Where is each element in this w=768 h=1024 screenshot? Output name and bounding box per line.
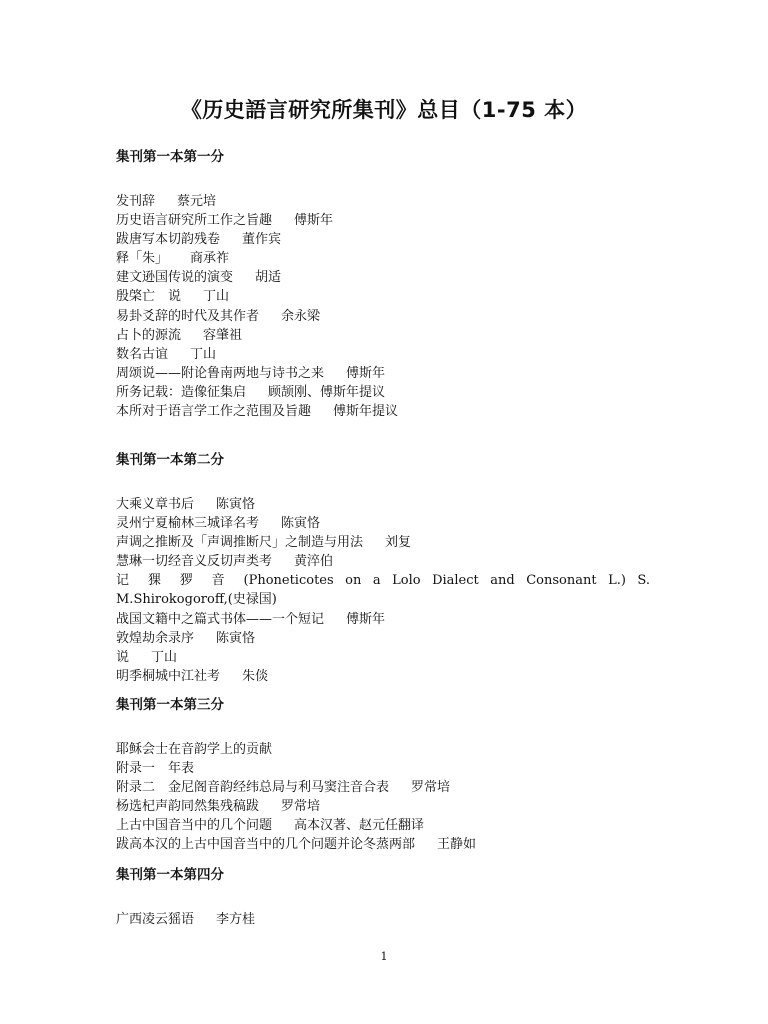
page-number: 1 — [380, 950, 388, 963]
entry: 跋高本汉的上古中国音当中的几个问题并论冬蒸两部 王静如 — [116, 837, 477, 853]
entry: 广西凌云猺语 李方桂 — [116, 912, 256, 927]
entry: 记 猓 猡 音 (Phoneticotes on a Lolo Dialect and Consonant L.) S. — [116, 573, 650, 589]
entry: 周颂说——附论鲁南两地与诗书之来 傅斯年 — [116, 365, 386, 381]
entry-continuation: M.Shirokogoroff,(史禄国) — [116, 592, 277, 608]
entry: 战国文籍中之篇式书体——一个短记 傅斯年 — [116, 611, 386, 627]
entry: 本所对于语言学工作之范围及旨趣 傅斯年提议 — [116, 404, 399, 420]
section-heading: 集刊第一本第四分 — [116, 867, 224, 883]
entry: 历史语言研究所工作之旨趣 傅斯年 — [116, 213, 334, 229]
section-heading: 集刊第一本第三分 — [116, 697, 224, 713]
entry: 数名古谊 丁山 — [116, 346, 217, 362]
entry: 声调之推断及「声调推断尺」之制造与用法 刘复 — [116, 535, 412, 551]
section-heading: 集刊第一本第二分 — [116, 452, 224, 468]
entry: 说 丁山 — [116, 649, 178, 665]
section-4 — [116, 867, 255, 929]
entry: 占卜的源流 容肇祖 — [116, 327, 243, 343]
entry: 耶稣会士在音韵学上的贡献 — [116, 742, 273, 757]
entry: 慧琳一切经音义反切声类考 黄淬伯 — [116, 554, 334, 570]
section-2 — [116, 452, 650, 686]
entry: 建文逊国传说的演变 胡适 — [116, 270, 282, 286]
section-3 — [116, 697, 476, 855]
entry: 易卦爻辞的时代及其作者 余永梁 — [116, 308, 321, 324]
entry: 跋唐写本切韵残卷 董作宾 — [116, 232, 282, 248]
entry: 发刊辞 蔡元培 — [116, 194, 217, 209]
document-title: 《历史語言研究所集刊》总目（1-75 本） — [180, 98, 588, 122]
entry: 所务记载：造像征集启 顾颉刚、傅斯年提议 — [116, 384, 386, 400]
entry: 灵州宁夏榆林三城译名考 陈寅恪 — [116, 516, 321, 532]
section-1 — [116, 149, 398, 421]
entry: 附录一 年表 — [116, 761, 195, 777]
entry: 敦煌劫余录序 陈寅恪 — [116, 630, 256, 646]
entry: 杨选杞声韵同然集残稿跋 罗常培 — [116, 799, 321, 815]
section-heading: 集刊第一本第一分 — [116, 149, 224, 165]
entry: 释「朱」 商承祚 — [116, 251, 230, 267]
entry: 附录二 金尼阁音韵经纬总局与利马窦注音合表 罗常培 — [116, 780, 451, 796]
entry: 明季桐城中江社考 朱倓 — [116, 668, 269, 684]
entry: 上古中国音当中的几个问题 高本汉著、赵元任翻译 — [116, 818, 425, 834]
entry: 大乘义章书后 陈寅恪 — [116, 497, 256, 512]
entry: 殷棨亡 说 丁山 — [116, 289, 230, 305]
